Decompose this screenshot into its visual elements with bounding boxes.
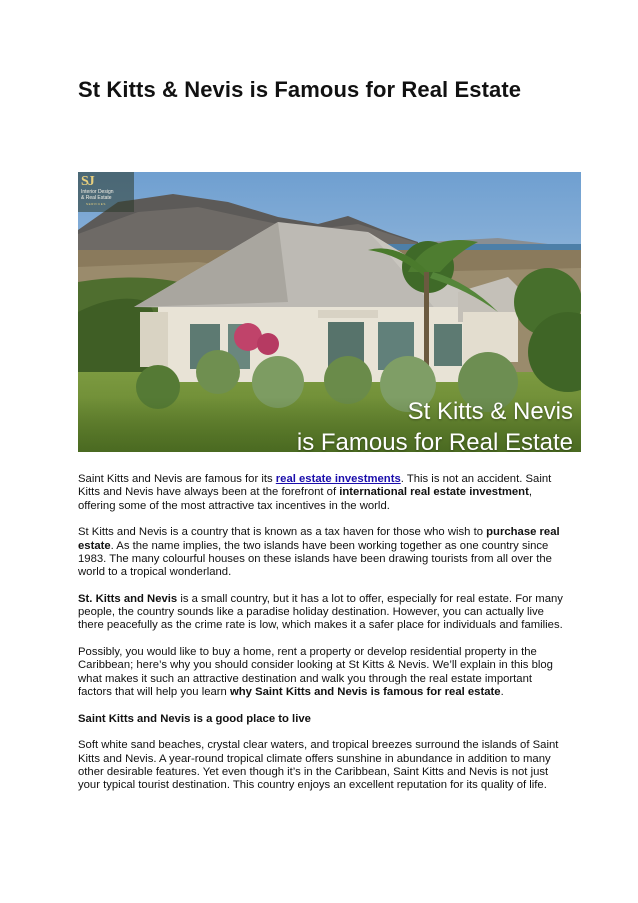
hero-overlay-line-2: is Famous for Real Estate <box>296 429 573 452</box>
text: , offering some of the most attractive tax incentives in the world. <box>78 486 532 512</box>
section-heading: Saint Kitts and Nevis is a good place to live <box>78 712 311 725</box>
logo-line-1: Interior Design <box>81 189 114 195</box>
bold-text: international real estate investment <box>339 486 529 499</box>
paragraph-4 <box>78 646 564 699</box>
text: . This is not an accident. Saint Kitts and Nevis have always been at the forefront of <box>78 473 552 499</box>
logo-line-3: SERVICES <box>86 202 106 206</box>
company-logo <box>78 172 134 212</box>
article-body <box>78 473 564 806</box>
text: is a small country, but it has a lot to offer, especially for real estate. For many people, the country sounds like a paradise holiday destination. However, you can actually live there peacefully as the crime rate is low, which makes it a safer place for individuals and families. <box>78 592 563 632</box>
text: Saint Kitts and Nevis are famous for its <box>78 473 276 485</box>
paragraph-3 <box>78 593 564 633</box>
bold-text: why Saint Kitts and Nevis is famous for real estate <box>229 686 501 699</box>
real-estate-investments-link[interactable]: real estate investments <box>275 473 401 485</box>
text: . As the name implies, the two islands have been working together as one country since 1983. The many colourful houses on these islands have been drawing tourists from all over the world to a tropical wonderland. <box>78 539 552 579</box>
page-title: St Kitts & Nevis is Famous for Real Estate <box>78 77 522 102</box>
bold-text: purchase real estate <box>78 526 560 552</box>
logo-mark: SJ <box>81 174 94 189</box>
bold-text: St. Kitts and Nevis <box>78 592 178 605</box>
paragraph-2 <box>78 526 564 579</box>
hero-overlay-line-1: St Kitts & Nevis <box>407 398 573 425</box>
text: Possibly, you would like to buy a home, rent a property or develop residential property in the Caribbean; here’s why you should consider looking at St Kitts & Nevis. We’ll explain in this blog what makes it such an attractive destination and walk you through the real estate important factors that will help you learn <box>78 646 553 699</box>
text: . <box>500 686 504 699</box>
hero-image <box>78 172 581 452</box>
text: St Kitts and Nevis is a country that is known as a tax haven for those who wish to <box>78 526 487 539</box>
logo-line-2: & Real Estate <box>81 195 112 201</box>
paragraph-1 <box>78 473 564 513</box>
paragraph-5: Soft white sand beaches, crystal clear waters, and tropical breezes surround the islands of Saint Kitts and Nevis. A year-round tropical climate offers sunshine in abundance in addition to many other desirable features. Yet even though it’s in the Caribbean, Saint Kitts and Nevis is not just your typical tourist destination. This country enjoys an excellent reputation for its quality of life. <box>78 739 559 792</box>
